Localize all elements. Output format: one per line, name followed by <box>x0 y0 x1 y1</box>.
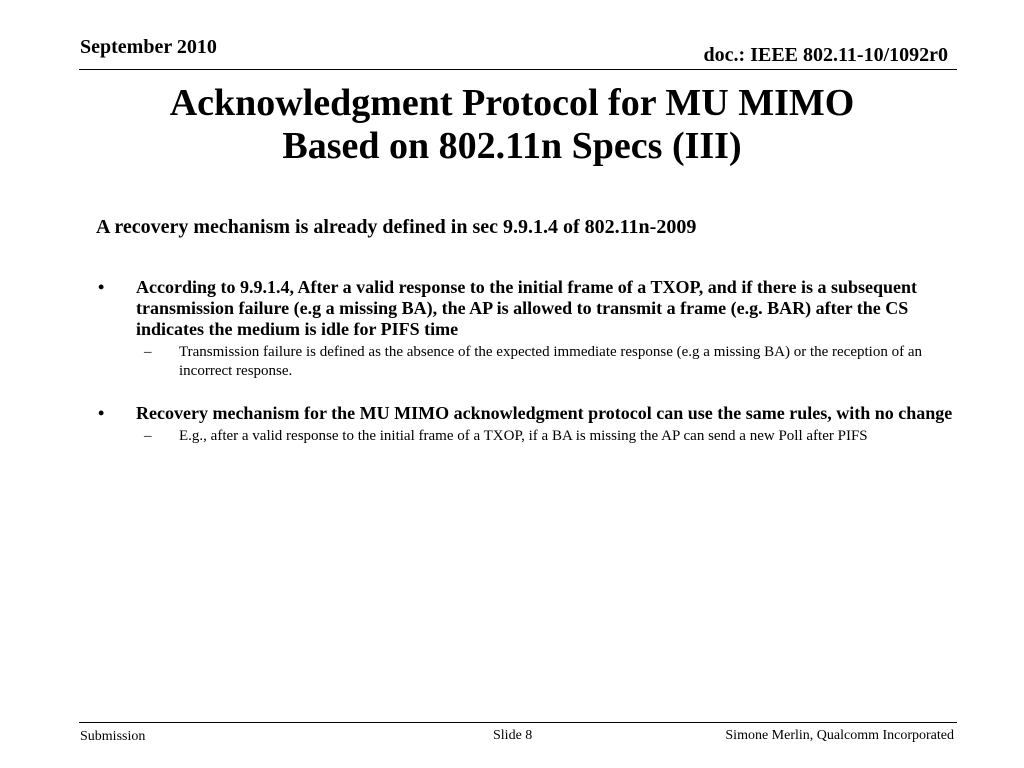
footer-slide-number: Slide 8 <box>493 728 533 743</box>
bullet-list <box>96 277 956 446</box>
bullet-marker: • <box>98 403 105 423</box>
header-doc-id: doc.: IEEE 802.11-10/1092r0 <box>703 44 948 66</box>
sub-bullet-text: E.g., after a valid response to the initial frame of a TXOP, if a BA is missing the AP can send a new Poll after PIFS <box>179 428 868 444</box>
bullet-spacer <box>96 381 956 403</box>
slide-title <box>0 82 1024 168</box>
sub-bullet-marker: – <box>144 428 152 444</box>
sub-bullet-item <box>96 427 956 446</box>
sub-bullet-marker: – <box>144 344 152 360</box>
bullet-item <box>96 277 956 381</box>
slide-title-line-1: Acknowledgment Protocol for MU MIMO <box>169 82 855 124</box>
lead-statement: A recovery mechanism is already defined in sec 9.9.1.4 of 802.11n-2009 <box>96 216 697 238</box>
header-divider <box>79 69 957 70</box>
footer-author: Simone Merlin, Qualcomm Incorporated <box>725 728 954 743</box>
footer-submission: Submission <box>80 729 146 744</box>
bullet-text: According to 9.9.1.4, After a valid response to the initial frame of a TXOP, and if there is a subsequent transmission failure (e.g a missing BA), the AP is allowed to transmit a frame (e.g. BAR) after the CS indicates the medium is idle for PIFS time <box>136 277 918 339</box>
header-date: September 2010 <box>80 36 217 58</box>
slide-title-line-2: Based on 802.11n Specs (III) <box>282 125 742 167</box>
sub-bullet-item <box>96 343 956 381</box>
sub-bullet-text: Transmission failure is defined as the absence of the expected immediate response (e.g a missing BA) or the reception of an incorrect response. <box>179 344 922 379</box>
bullet-marker: • <box>98 277 105 297</box>
bullet-text: Recovery mechanism for the MU MIMO acknowledgment protocol can use the same rules, with no change <box>136 403 953 423</box>
bullet-item <box>96 403 956 446</box>
footer-divider <box>79 722 957 723</box>
